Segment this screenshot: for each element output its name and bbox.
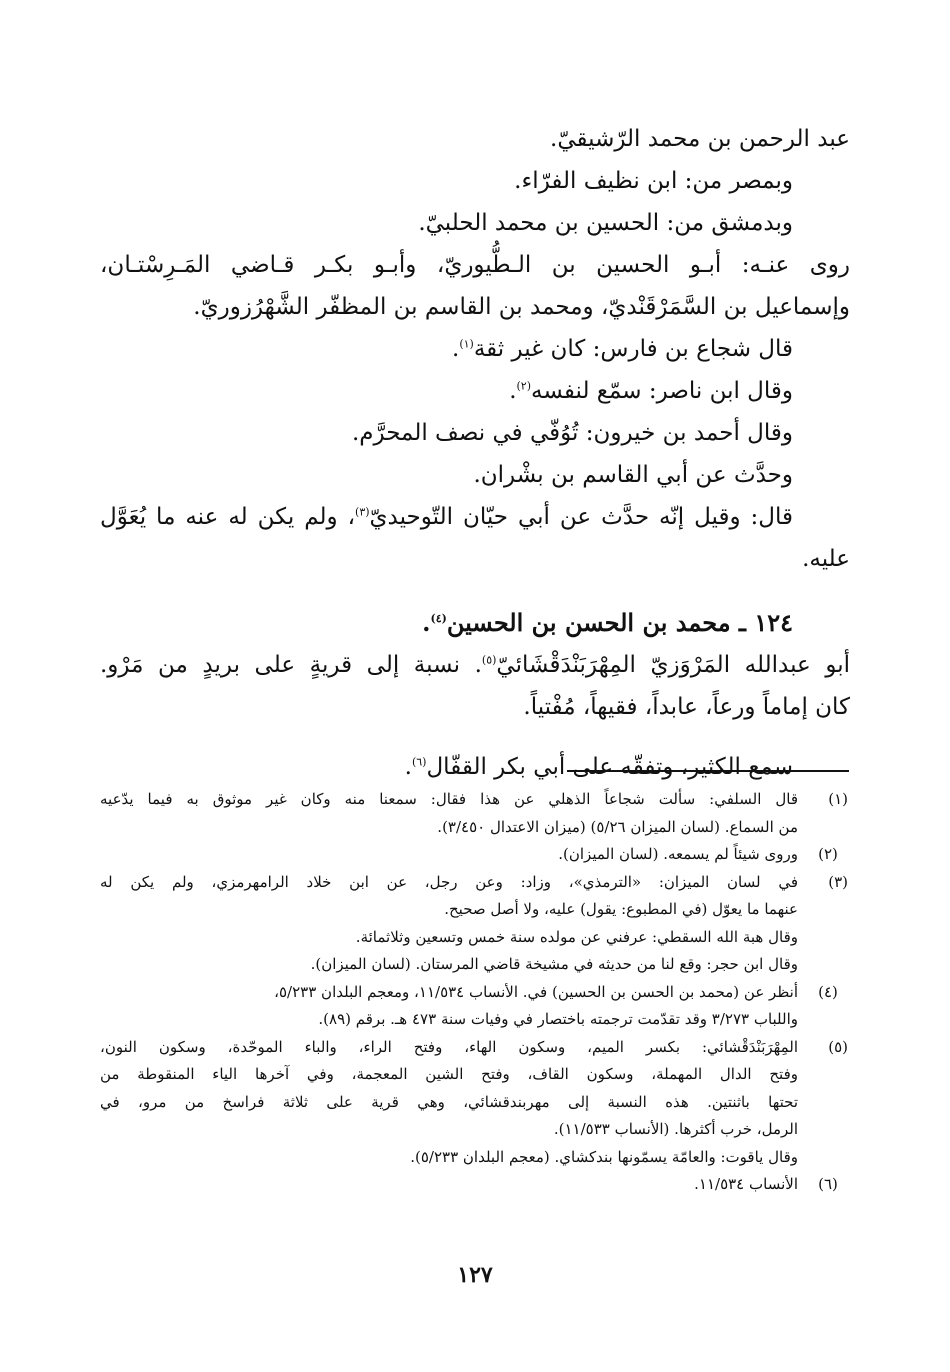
footnote-ref: (٢) [516,379,532,393]
footnote-text: وقال ياقوت: والعامّة يسمّونها بندكشاي. (معجم البلدان ٥/٢٣٣). [410,1147,798,1166]
footnote-ref: (٤) [430,612,447,625]
footnote-text: المِهْرَبَنْدَقْشائي: بكسر الميم، وسكون الهاء، وفتح الراء، والباء الموحّدة، وسكون النون، [100,1037,798,1056]
footnote-line [100,1116,850,1144]
text-line: وإسماعيل بن السَّمَرْقَنْديّ، ومحمد بن القاسم بن المظفّر الشَّهْرُزوريّ. [193,294,850,320]
footnote-number: (١) [828,790,848,808]
entry-heading [100,602,850,644]
footnote-line [100,1171,850,1199]
footnote-number: (٣) [828,872,848,891]
text-line [100,370,850,412]
footnote-divider [567,770,849,772]
text-span: . [404,754,412,780]
footnote-line [100,1144,850,1172]
text-line: روى عنـه: أبـو الحسين بن الـطُّيوريّ، وأبـو بكـر قـاضي المَـرِسْتـان، [100,252,850,278]
text-line: عليه. [802,546,850,572]
text-line: وحدَّث عن أبي القاسم بن بشْران. [473,462,793,488]
footnote-line [100,924,850,952]
text-span: قال: وقيل إنّه حدَّث عن أبي حيّان التّوحيديّ [369,504,793,530]
footnote-line [100,979,850,1007]
footnote-line [100,1061,850,1089]
footnote-text: في لسان الميزان: «الترمذي»، وزاد: وعن رجل، عن ابن خلاد الرامهرمزي، ولم يكن له [100,872,798,891]
text-line: وقال أحمد بن خيرون: تُوُفّي في نصف المحرَّم. [351,420,793,446]
footnote-line [100,869,850,897]
text-line: وبدمشق من: الحسين بن محمد الحلبيّ. [418,210,793,236]
footnote-text: الرمل، خرب أكثرها. (الأنساب ١١/٥٣٣). [553,1120,798,1138]
footnote-text: قال السلفي: سألت شجاعاً الذهلي عن هذا فقال: سمعنا منه وكان غير موثوق به فيما يدّعيه [100,790,798,808]
footnote-number: (٢) [818,845,838,863]
footnote-line [100,1034,850,1062]
footnote-text: أنظر عن (محمد بن الحسن بن الحسين) في. الأنساب ١١/٥٣٤، ومعجم البلدان ٥/٢٣٣، [274,982,798,1001]
footnote-text: وروى شيئاً لم يسمعه. (لسان الميزان). [558,845,798,863]
footnote-text: عنهما ما يعوّل (في المطبوع: يقول) عليه، ولا أصل صحيح. [444,900,798,918]
text-span: أبو عبدالله المَرْوَزيّ المِهْرَبَنْدَقْشَائيّ [496,652,850,678]
text-line: عبد الرحمن بن محمد الرّشيقيّ. [550,126,850,152]
footnote-text: وفتح الدال المهملة، وسكون القاف، وفتح الشين المعجمة، وفي آخرها الياء المنقوطة من [100,1065,798,1083]
footnote-line [100,841,850,869]
page-number: ١٢٧ [457,1262,493,1288]
main-text [100,118,850,788]
text-span: . [422,608,431,637]
footnote-text: وقال هبة الله السقطي: عرفني عن مولده سنة خمس وتسعين وثلاثمائة. [355,927,798,946]
text-span: . [509,378,517,404]
footnote-line [100,896,850,924]
footnote-line [100,1089,850,1117]
text-span: قال شجاع بن فارس: كان غير ثقة [473,336,793,362]
text-line [100,496,850,538]
footnote-text: من السماع. (لسان الميزان ٥/٢٦) (ميزان الاعتدال ٣/٤٥٠). [437,817,798,836]
text-span: . نسبة إلى قريةٍ على بريدٍ من مَرْو. [100,652,482,678]
text-line: وبمصر من: ابن نظيف الفرّاء. [514,168,793,194]
footnote-line [100,1006,850,1034]
footnote-number: (٦) [818,1175,838,1193]
footnote-ref: (١) [459,337,474,351]
footnote-text: الأنساب ١١/٥٣٤. [694,1175,798,1193]
footnote-text: واللباب ٣/٢٧٣ وقد تقدّمت ترجمته باختصار في وفيات سنة ٤٧٣ هـ. برقم (٨٩). [318,1010,798,1028]
text-line [100,644,850,686]
footnote-ref: (٣) [355,505,370,519]
text-line: كان إماماً ورعاً، عابداً، فقيهاً، مُفْتياً. [523,694,850,720]
text-span: ، ولم يكن له عنه ما يُعَوَّل [100,504,356,530]
footnote-line [100,786,850,814]
text-span: وقال ابن ناصر: سمّع لنفسه [531,378,793,404]
footnote-ref: (٦) [411,755,427,769]
footnote-number: (٥) [828,1037,848,1056]
footnote-line [100,951,850,979]
text-line [100,328,850,370]
footnotes [100,786,850,1199]
heading-text: ١٢٤ ـ محمد بن الحسن بن الحسين [446,608,793,637]
text-line [100,746,850,788]
text-span: . [452,336,460,362]
footnote-text: وقال ابن حجر: وقع لنا من حديثه في مشيخة قاضي المرستان. (لسان الميزان). [310,955,798,973]
text-span: سمع الكثير، وتفقّه على أبي بكر القفّال [426,754,793,780]
footnote-number: (٤) [818,982,838,1001]
footnote-ref: (٥) [481,653,497,667]
footnote-text: تحتها باثنتين. هذه النسبة إلى مهربندقشائي، وهي قرية على ثلاثة فراسخ من مرو، في [100,1092,798,1111]
footnote-line [100,814,850,842]
